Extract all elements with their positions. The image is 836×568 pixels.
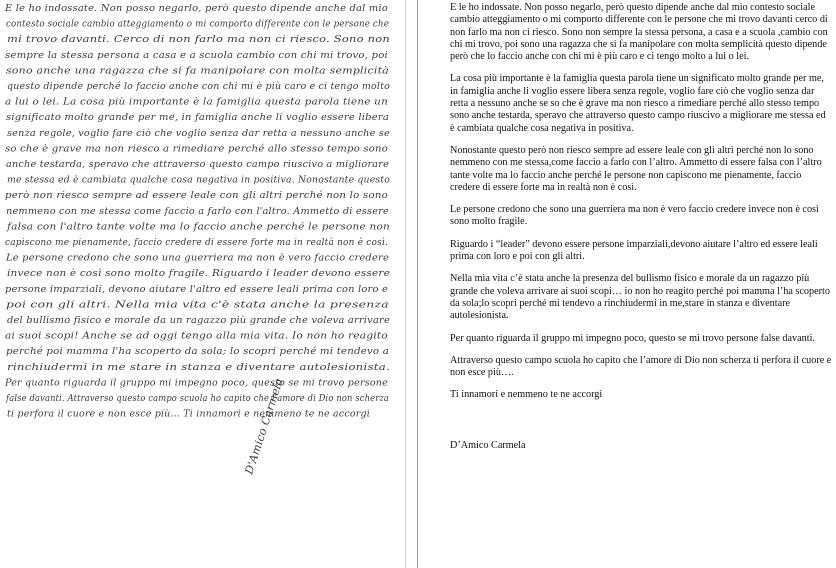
handwritten-line: del bullismo fisico e morale da un ragazzo più grande che voleva arrivare: [7, 315, 391, 326]
handwritten-line: capiscono me pienamente, faccio credere di essere forte ma in realtà non è così.: [5, 237, 388, 248]
paragraph-8: Attraverso questo campo scuola ho capito che l’amore di Dio non scherza ti perfora il cuore e non esce più….: [450, 354, 832, 379]
handwritten-line: poi con gli altri. Nella mia vita c'è stata anche la presenza: [6, 299, 390, 311]
handwritten-line: però non riesco sempre ad essere leale con gli altri perché non lo sono: [5, 190, 389, 202]
handwritten-line: senza regole, voglio fare ciò che voglio senza dar retta a nessuno anche se: [7, 127, 391, 139]
paragraph-6: Nella mia vita c’è stata anche la presenza del bullismo fisico e morale da un ragazzo più grande che voleva arrivare ai suoi scopi… io non ho reagito perché poi mamma l’ha scoperto da sola;lo scopri perché mi tendevo a rinchiudermi in me,stare in stanza e diventare autolesionista.: [450, 273, 830, 322]
handwritten-line: Per quanto riguarda il gruppo mi impegno poco, questo se mi trovo persone: [4, 377, 389, 389]
handwritten-line: a lui o lei. La cosa più importante è la famiglia questa parola tiene un: [5, 96, 388, 108]
paragraph-4: Le persone credono che sono una guerriera ma non è vero faccio credere invece non è così sono molto fragile.: [450, 204, 819, 228]
handwritten-line: persone imparziali, devono aiutare l'altro ed essere leali prima con loro e: [5, 283, 389, 295]
handwritten-text: [0, 0, 405, 568]
handwritten-line: contesto sociale cambio atteggiamento o mi comporto differente con le persone che: [6, 18, 390, 30]
handwritten-line: significato molto grande per me, in famiglia anche li voglio essere libera: [6, 112, 390, 124]
handwritten-line: falsa con l'altro tante volte ma lo faccio anche perché le persone non: [5, 221, 390, 233]
handwritten-line: rinchiudermi in me stare in stanza e diventare autolesionista.: [7, 361, 390, 373]
signature: D’Amico Carmela: [450, 439, 526, 451]
handwritten-line: sono anche una ragazza che si fa manipolare con molta semplicità: [6, 65, 390, 77]
handwritten-line: E le ho indossate. Non posso negarlo, però questo dipende anche dal mio: [3, 3, 389, 14]
handwritten-line: questo dipende perché lo faccio anche con chi mi è più caro e ci tengo molto: [7, 81, 391, 92]
handwritten-line: Le persone credono che sono una guerriera ma non è vero faccio credere: [4, 252, 390, 264]
handwritten-line: mi trovo davanti. Cerco di non farlo ma non ci riesco. Sono non: [7, 34, 390, 46]
handwritten-line: sempre la stessa persona a casa e a scuola cambio con chi mi trovo, poi: [5, 49, 388, 61]
handwritten-line: perché poi mamma l'ha scoperto da sola; lo scopri perché mi tendevo a: [6, 346, 390, 358]
handwritten-line: ti perfora il cuore e non esce più... Ti innamori e nemmeno te ne accorgi: [7, 408, 370, 420]
handwritten-signature: [242, 377, 286, 477]
handwritten-line: anche testarda, speravo che attraverso questo campo riuscivo a migliorare: [6, 159, 390, 170]
paragraph-1: E le ho indossate. Non posso negarlo, però questo dipende anche dal mio contesto sociale cambio atteggiamento o mi comporto differente con le persone che mi trovo davanti cerco di non farlo ma non ci riesco. Sono non sempre la stessa persona, a casa e a scuola ,cambio con chi mi trovo, poi sono una ragazza che si fa manipolare con molta semplicità questo dipende però che lo faccio anche con chi mi è più caro e ci tengo molto a lui o lei.: [450, 2, 828, 63]
handwritten-page: [0, 0, 405, 568]
paragraph-9: Ti innamori e nemmeno te ne accorgi: [450, 389, 603, 401]
paragraph-7: Per quanto riguarda il gruppo mi impegno poco, questo se mi trovo persone false davanti.: [450, 332, 815, 344]
handwritten-line: false davanti. Attraverso questo campo scuola ho capito che l'amore di Dio non scherza: [5, 393, 390, 404]
handwritten-line: me stessa ed è cambiata qualche cosa negativa in positiva. Nonostante questo: [7, 174, 391, 186]
handwritten-line: ai suoi scopi! Anche se ad oggi tengo alla mia vita. Io non ho reagito: [5, 330, 389, 342]
handwritten-line: invece non è così sono molto fragile. Riguardo i leader devono essere: [7, 268, 391, 280]
typed-page: [450, 2, 832, 564]
handwritten-line: nemmeno con me stessa come faccio a farlo con l'altro. Ammetto di essere: [6, 205, 390, 217]
paragraph-2: La cosa più importante è la famiglia questa parola tiene un significato molto grande per me, in famiglia anche li voglio essere libera senza regole, voglio fare ciò che voglio senza dar retta a nessuno anche se so che è grave ma non riesco a rimediare perché allo stesso tempo sono anche testarda, speravo che attraverso questo campo riuscivo a migliorare me stessa ed è cambiata qualche cosa negativa in positiva.: [450, 73, 826, 134]
page-divider: [417, 0, 418, 568]
handwritten-line: so che è grave ma non riesco a rimediare perché allo stesso tempo sono: [5, 143, 389, 155]
page-edge: [405, 0, 406, 568]
paragraph-5: Riguardo i “leader” devono essere persone imparziali,devono aiutare l’altro ed essere leali prima con loro e poi con gli altri.: [450, 238, 818, 263]
paragraph-3: Nonostante questo però non riesco sempre ad essere leale con gli altri perché non lo sono nemmeno con me stessa,come faccio a farlo con l’altro. Ammetto di essere falsa con l’altro tante volte ma lo faccio anche perché le persone non capiscono me pienamente, faccio credere di essere forte ma in realtà non è così.: [450, 144, 822, 193]
signature-text: D'Amico Carmela: [242, 376, 286, 476]
